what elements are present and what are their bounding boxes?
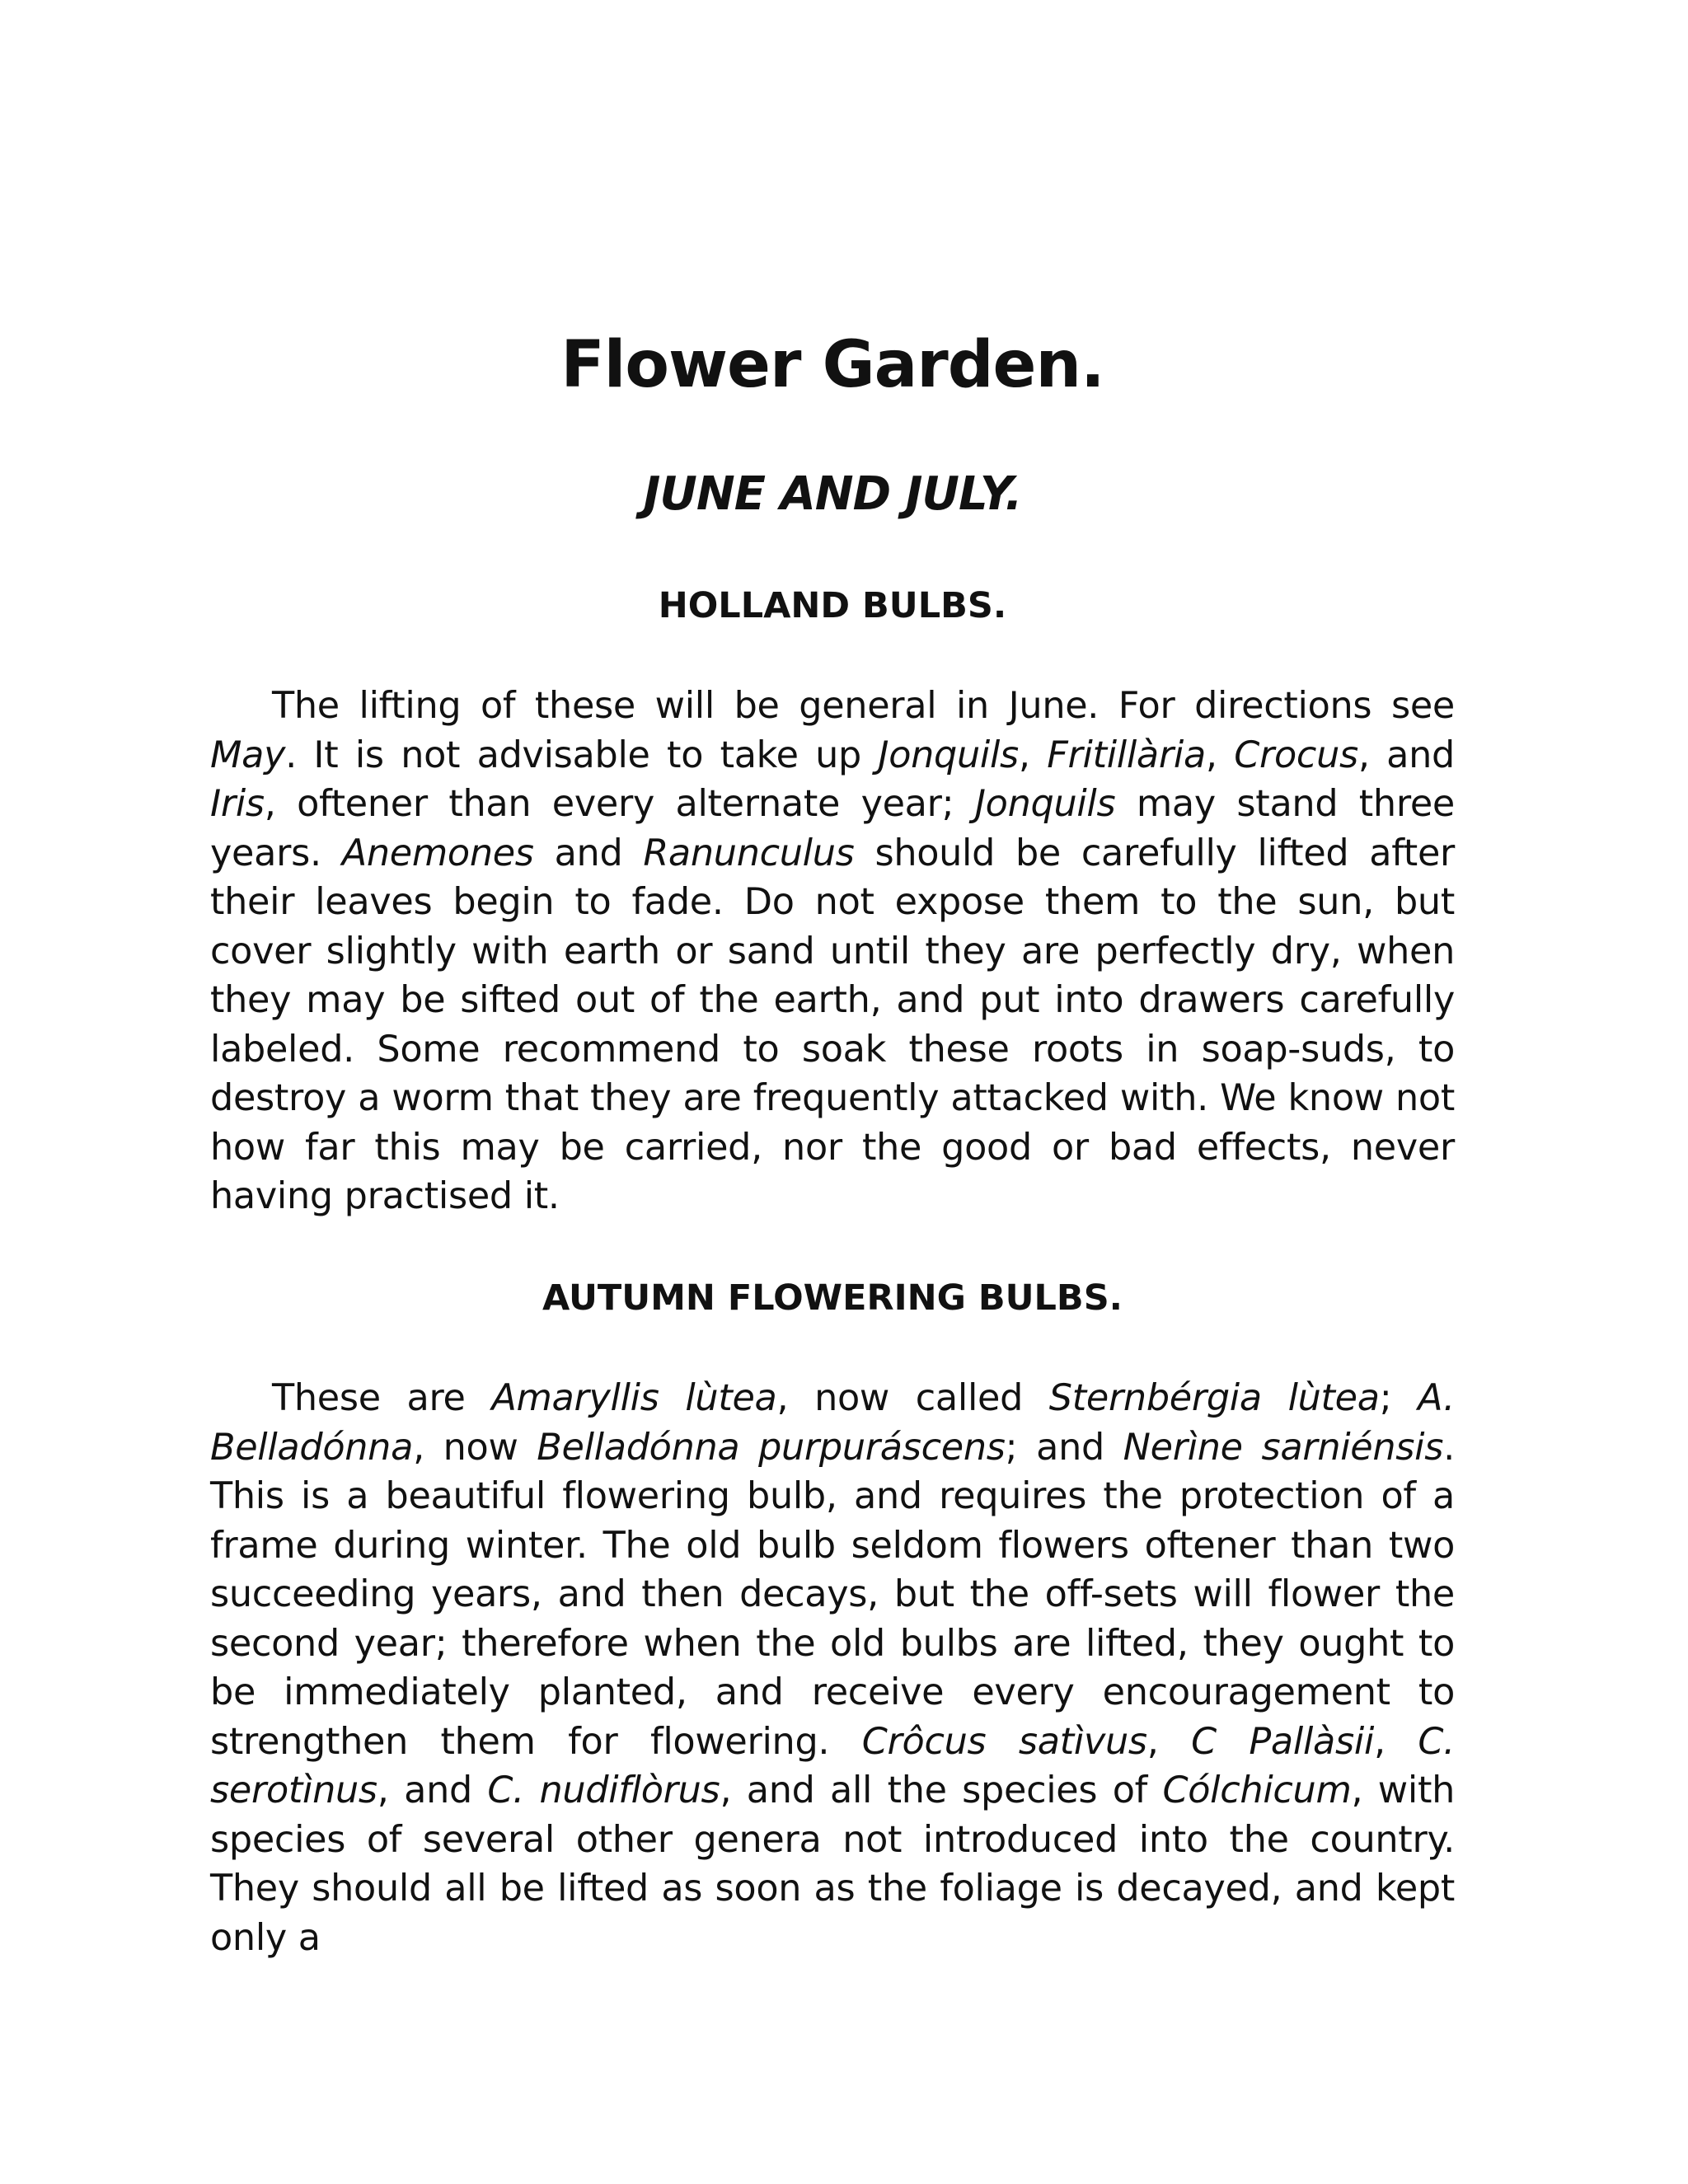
italic-term: Jonquils bbox=[878, 733, 1019, 776]
italic-term: C. serotìnus bbox=[210, 1720, 1455, 1811]
italic-term: Crôcus satìvus bbox=[861, 1720, 1147, 1763]
text-run: ; and bbox=[1005, 1426, 1123, 1469]
italic-term: A. Belladónna bbox=[210, 1377, 1455, 1469]
italic-term: Sternbérgia lùtea bbox=[1048, 1377, 1380, 1419]
page-subtitle: JUNE AND JULY. bbox=[643, 467, 1022, 521]
text-run: These are bbox=[272, 1377, 492, 1419]
italic-term: Amaryllis lùtea bbox=[491, 1377, 777, 1419]
text-run: , now called bbox=[776, 1377, 1049, 1419]
italic-term: Anemones bbox=[341, 832, 534, 874]
italic-term: Iris bbox=[210, 783, 265, 825]
section-heading-holland-bulbs: HOLLAND BULBS. bbox=[658, 585, 1007, 626]
italic-term: C Pallàsii bbox=[1191, 1720, 1375, 1763]
text-run: ; bbox=[1379, 1377, 1418, 1419]
paragraph-holland-bulbs bbox=[210, 682, 1455, 1221]
text-run: . It is not advisable to take up bbox=[285, 733, 879, 776]
text-run: , bbox=[1205, 733, 1235, 776]
text-run: , and bbox=[377, 1769, 488, 1811]
italic-term: Crocus bbox=[1234, 733, 1358, 776]
italic-term: C. nudiflòrus bbox=[487, 1769, 720, 1811]
text-run: , bbox=[1018, 733, 1048, 776]
text-run: should be carefully lifted after their leaves begin to fade. Do not expose them to the sun, but cover slightly with earth or sand until they are perfectly dry, when they may be sifted out of the earth, and put into drawers carefully labeled. Some recommend to soak these roots in soap-suds, to destroy a worm that they are frequently attacked with. We know not how far this may be carried, nor the good or bad effects, never having practised it. bbox=[210, 832, 1456, 1217]
italic-term: Nerìne sarniénsis bbox=[1123, 1426, 1444, 1469]
italic-term: Belladónna purpuráscens bbox=[537, 1426, 1006, 1469]
text-run: , with species of several other genera not introduced into the country. They should all be lifted as soon as the foliage is decayed, and kept only a bbox=[210, 1769, 1456, 1959]
italic-term: Cólchicum bbox=[1162, 1769, 1352, 1811]
section-heading-autumn-flowering-bulbs: AUTUMN FLOWERING BULBS. bbox=[542, 1277, 1123, 1319]
text-run: may stand three years. bbox=[210, 783, 1455, 874]
paragraph-autumn-flowering-bulbs bbox=[210, 1374, 1455, 1962]
italic-term: Fritillària bbox=[1047, 733, 1206, 776]
italic-term: May bbox=[210, 733, 286, 776]
text-run: The lifting of these will be general in June. For directions see bbox=[272, 685, 1455, 727]
text-run: , now bbox=[413, 1426, 537, 1469]
text-run: , bbox=[1146, 1720, 1192, 1763]
text-run: , and bbox=[1357, 733, 1455, 776]
italic-term: Ranunculus bbox=[643, 832, 855, 874]
text-run: , bbox=[1374, 1720, 1418, 1763]
text-run: . This is a beautiful flowering bulb, and requires the protection of a frame during winter. The old bulb seldom flowers oftener than two succeeding years, and then decays, but the off-sets will flower the second year; therefore when the old bulbs are lifted, they ought to be immediately planted, and receive every encouragement to strengthen them for flowering. bbox=[210, 1426, 1455, 1763]
text-run: and bbox=[533, 832, 644, 874]
italic-term: Jonquils bbox=[974, 783, 1116, 825]
text-run: , and all the species of bbox=[720, 1769, 1163, 1811]
page-title: Flower Garden. bbox=[560, 328, 1104, 402]
text-run: , oftener than every alternate year; bbox=[264, 783, 975, 825]
